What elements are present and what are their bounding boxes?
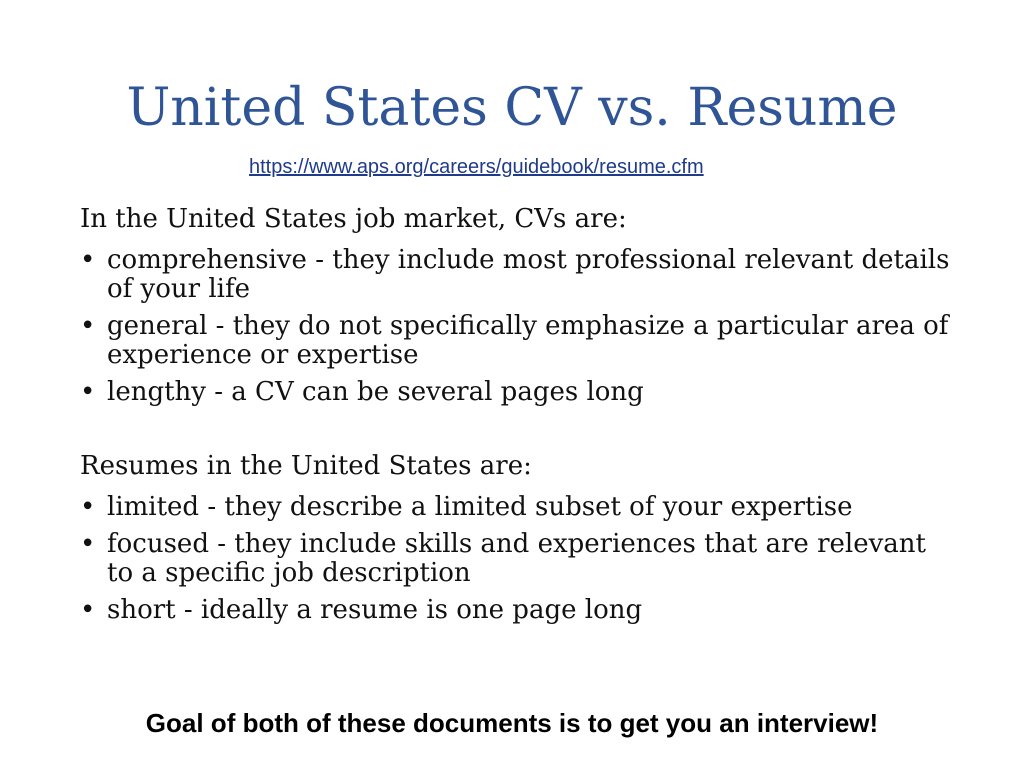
list-item: [80, 596, 960, 625]
bullet-icon: •: [80, 377, 96, 407]
bullet-text: comprehensive - they include most professional relevant details of your life: [107, 245, 950, 304]
bullet-icon: •: [80, 492, 96, 522]
bullet-icon: •: [80, 311, 96, 341]
list-item: [80, 530, 960, 588]
section-spacer: [80, 407, 960, 447]
list-item: [80, 246, 960, 304]
slide-footer: Goal of both of these documents is to get you an interview!: [145, 708, 879, 738]
list-item: [80, 493, 960, 522]
cv-bullet-list: [80, 246, 960, 407]
bullet-icon: •: [80, 245, 96, 275]
list-item: [80, 312, 960, 370]
slide-body: [80, 200, 960, 625]
list-item: [80, 378, 960, 407]
bullet-icon: •: [80, 529, 96, 559]
bullet-text: lengthy - a CV can be several pages long: [107, 377, 644, 407]
bullet-text: limited - they describe a limited subset of your expertise: [107, 492, 853, 522]
bullet-icon: •: [80, 595, 96, 625]
resume-section-heading: Resumes in the United States are:: [80, 451, 532, 481]
bullet-text: focused - they include skills and experiences that are relevant to a specific job description: [107, 529, 926, 588]
bullet-text: general - they do not specifically emphasize a particular area of experience or expertise: [107, 311, 949, 370]
slide-title: United States CV vs. Resume: [126, 78, 898, 138]
bullet-text: short - ideally a resume is one page long: [107, 595, 643, 625]
resume-bullet-list: [80, 493, 960, 625]
reference-link[interactable]: https://www.aps.org/careers/guidebook/resume.cfm: [249, 156, 704, 178]
cv-section-heading: In the United States job market, CVs are:: [80, 204, 627, 234]
